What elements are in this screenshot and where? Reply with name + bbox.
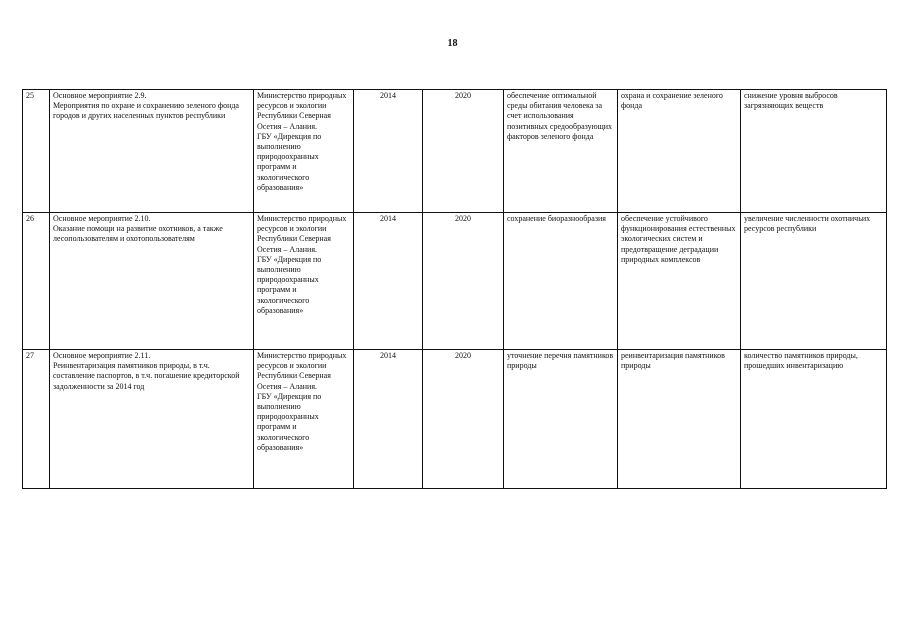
result-cell: сохранение биоразнообразия	[504, 213, 618, 350]
table-row	[23, 350, 887, 489]
end-year-cell: 2020	[423, 350, 504, 489]
activity-cell: Основное мероприятие 2.9. Мероприятия по охране и сохранению зеленого фонда городов и других населенных пунктов республики	[50, 90, 254, 213]
consequences-cell: реинвентаризация памятников природы	[618, 350, 741, 489]
row-number-cell: 27	[23, 350, 50, 489]
end-year-cell: 2020	[423, 90, 504, 213]
start-year-cell: 2014	[354, 213, 423, 350]
start-year-cell: 2014	[354, 90, 423, 213]
table-row	[23, 90, 887, 213]
indicator-cell: снижение уровня выбросов загрязняющих веществ	[741, 90, 887, 213]
result-cell: обеспечение оптимальной среды обитания человека за счет использования позитивных средообразующих факторов зеленого фонда	[504, 90, 618, 213]
indicator-cell: количество памятников природы, прошедших инвентаризацию	[741, 350, 887, 489]
executor-cell: Министерство природных ресурсов и экологии Республики Северная Осетия – Алания. ГБУ «Дирекция по выполнению природоохранных программ и экологического образования»	[254, 90, 354, 213]
result-cell: уточнение перечня памятников природы	[504, 350, 618, 489]
consequences-cell: обеспечение устойчивого функционирования естественных экологических систем и предотвращение деградации природных комплексов	[618, 213, 741, 350]
page-number: 18	[447, 38, 458, 49]
table-row	[23, 213, 887, 350]
row-number-cell: 25	[23, 90, 50, 213]
start-year-cell: 2014	[354, 350, 423, 489]
activity-cell: Основное мероприятие 2.11. Реинвентаризация памятников природы, в т.ч. составление паспортов, в т.ч. погашение кредиторской задолженности за 2014 год	[50, 350, 254, 489]
activity-cell: Основное мероприятие 2.10. Оказание помощи на развитие охотников, а также лесопользователям и охотопользователям	[50, 213, 254, 350]
executor-cell: Министерство природных ресурсов и экологии Республики Северная Осетия – Алания. ГБУ «Дирекция по выполнению природоохранных программ и экологического образования»	[254, 213, 354, 350]
row-number-cell: 26	[23, 213, 50, 350]
end-year-cell: 2020	[423, 213, 504, 350]
consequences-cell: охрана и сохранение зеленого фонда	[618, 90, 741, 213]
indicator-cell: увеличение численности охотничьих ресурсов республики	[741, 213, 887, 350]
program-activities-table	[22, 89, 887, 489]
executor-cell: Министерство природных ресурсов и экологии Республики Северная Осетия – Алания. ГБУ «Дирекция по выполнению природоохранных программ и экологического образования»	[254, 350, 354, 489]
